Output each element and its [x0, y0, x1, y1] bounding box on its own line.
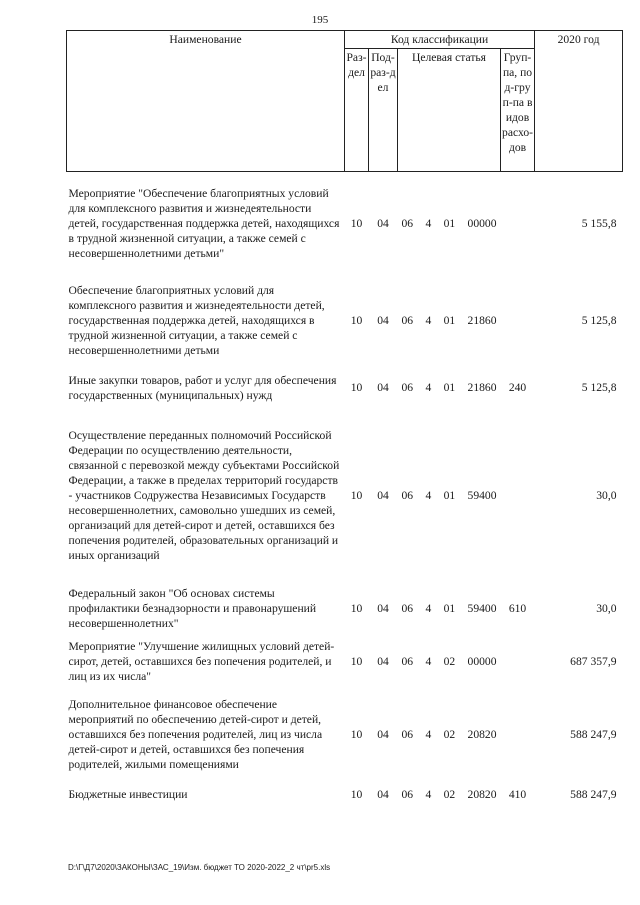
target-article-part: 06	[401, 217, 414, 231]
row-name: Иные закупки товаров, работ и услуг для обеспечения государственных (муниципальных) нужд	[68, 373, 337, 402]
target-article-part: 4	[425, 601, 432, 615]
target-article-part: 20820	[467, 728, 497, 741]
header-classification: Код классификации	[345, 31, 535, 49]
row-amount: 30,0	[596, 601, 617, 615]
row-name: Мероприятие "Улучшение жилищных условий детей-сирот, детей, оставшихся без попечения родителей, и лиц из их числа"	[68, 639, 335, 683]
target-article-part: 4	[425, 654, 432, 668]
target-article-part: 59400	[467, 489, 497, 502]
target-article-part: 02	[443, 788, 456, 801]
target-article-part: 06	[401, 601, 414, 615]
row-target-article	[398, 366, 501, 410]
target-article-part: 00000	[467, 654, 497, 668]
row-section: 10	[350, 654, 363, 668]
row-section: 10	[350, 788, 363, 801]
table-row	[67, 410, 623, 582]
table-row	[67, 688, 623, 782]
row-subsection: 04	[377, 381, 389, 394]
table-row	[67, 635, 623, 688]
row-subsection: 04	[377, 654, 389, 668]
row-amount: 687 357,9	[570, 654, 617, 668]
row-section: 10	[350, 728, 363, 741]
header-target-article: Целевая статья	[398, 49, 501, 172]
header-section: Раз-дел	[345, 49, 369, 172]
row-group: 410	[508, 788, 527, 801]
row-subsection: 04	[377, 601, 389, 615]
header-row-top	[67, 31, 623, 49]
row-amount: 588 247,9	[570, 728, 617, 741]
file-path-footer: D:\Г\Д7\2020\ЗАКОНЫ\ЗАС_19\Изм. бюджет ТО 2020-2022_2 чт\pr5.xls	[68, 863, 331, 872]
row-name: Обеспечение благоприятных условий для комплексного развития и жизнедеятельности детей, государственная поддержка детей, находящихся в трудной жизненной ситуации, а также семей с несовершеннолетними детьми	[68, 284, 325, 357]
target-article-part: 06	[401, 489, 414, 502]
row-name: Осуществление переданных полномочий Российской Федерации по осуществлению деятельности, связанной с перевозкой между субъектами Российской Федерации, а также в пределах территорий государств - участников Содружества Независимых Государств несовершеннолетних, самовольно ушедших из семей, организаций для детей-сирот и детей, оставшихся без попечения родителей, образовательных организаций и иных организаций	[68, 429, 340, 562]
target-article-part: 4	[425, 381, 432, 394]
target-article-part: 02	[443, 654, 456, 668]
row-group: 610	[508, 601, 527, 615]
target-article-part: 4	[425, 728, 432, 741]
row-subsection: 04	[377, 314, 389, 327]
row-section: 10	[350, 601, 363, 615]
target-article-part: 4	[425, 217, 432, 231]
target-article-part: 01	[443, 217, 456, 231]
header-subsection: Под-раз-дел	[369, 49, 398, 172]
row-group: 240	[508, 381, 527, 394]
row-group	[501, 172, 535, 276]
row-subsection: 04	[377, 728, 389, 741]
row-name: Мероприятие "Обеспечение благоприятных условий для комплексного развития и жизнедеятельности детей, государственная поддержка детей, находящихся в трудной жизненной ситуации, а также семей с несовершеннолетними детьми"	[68, 187, 340, 261]
target-article-part: 06	[401, 381, 414, 394]
target-article-part: 21860	[467, 381, 497, 394]
row-target-article	[398, 172, 501, 276]
row-section: 10	[350, 381, 363, 394]
table-row	[67, 582, 623, 635]
row-amount: 30,0	[596, 489, 617, 502]
row-target-article	[398, 276, 501, 366]
row-target-article	[398, 782, 501, 808]
target-article-part: 06	[401, 314, 414, 327]
table-row	[67, 276, 623, 366]
row-target-article	[398, 410, 501, 582]
row-amount: 588 247,9	[570, 788, 617, 801]
target-article-part: 20820	[467, 788, 497, 801]
target-article-part: 02	[443, 728, 456, 741]
row-group	[501, 276, 535, 366]
row-section: 10	[350, 489, 363, 502]
target-article-part: 01	[443, 601, 456, 615]
row-name: Дополнительное финансовое обеспечение мероприятий по обеспечению детей-сирот и детей, оставшихся без попечения родителей, лиц из числа детей-сирот и детей, оставшихся без попечения родителей, жилыми помещениями	[68, 698, 323, 771]
row-subsection: 04	[377, 217, 389, 231]
row-target-article	[398, 688, 501, 782]
table-row	[67, 366, 623, 410]
row-amount: 5 125,8	[581, 381, 617, 394]
target-article-part: 06	[401, 728, 414, 741]
table-row	[67, 782, 623, 808]
header-name: Наименование	[67, 31, 345, 172]
target-article-part: 06	[401, 788, 414, 801]
target-article-part: 01	[443, 381, 456, 394]
target-article-part: 4	[425, 314, 432, 327]
row-group	[501, 410, 535, 582]
row-amount: 5 155,8	[581, 217, 617, 231]
header-year: 2020 год	[535, 31, 623, 172]
row-amount: 5 125,8	[581, 314, 617, 327]
page-number: 195	[311, 14, 329, 26]
table-body	[67, 172, 623, 808]
target-article-part: 06	[401, 654, 414, 668]
row-group	[501, 635, 535, 688]
row-target-article	[398, 635, 501, 688]
row-subsection: 04	[377, 788, 389, 801]
target-article-part: 59400	[467, 601, 497, 615]
row-group	[501, 688, 535, 782]
row-subsection: 04	[377, 489, 389, 502]
row-name: Федеральный закон "Об основах системы профилактики безнадзорности и правонарушений несовершеннолетних"	[68, 586, 317, 630]
row-target-article	[398, 582, 501, 635]
header-group: Груп-па, под-груп-па видов расхо-дов	[501, 49, 535, 172]
target-article-part: 21860	[467, 314, 497, 327]
row-section: 10	[350, 217, 363, 231]
target-article-part: 4	[425, 788, 432, 801]
target-article-part: 01	[443, 314, 456, 327]
budget-table	[66, 30, 623, 808]
table-row	[67, 172, 623, 276]
row-section: 10	[350, 314, 363, 327]
target-article-part: 01	[443, 489, 456, 502]
target-article-part: 4	[425, 489, 432, 502]
row-name: Бюджетные инвестиции	[68, 788, 188, 801]
target-article-part: 00000	[467, 217, 497, 231]
